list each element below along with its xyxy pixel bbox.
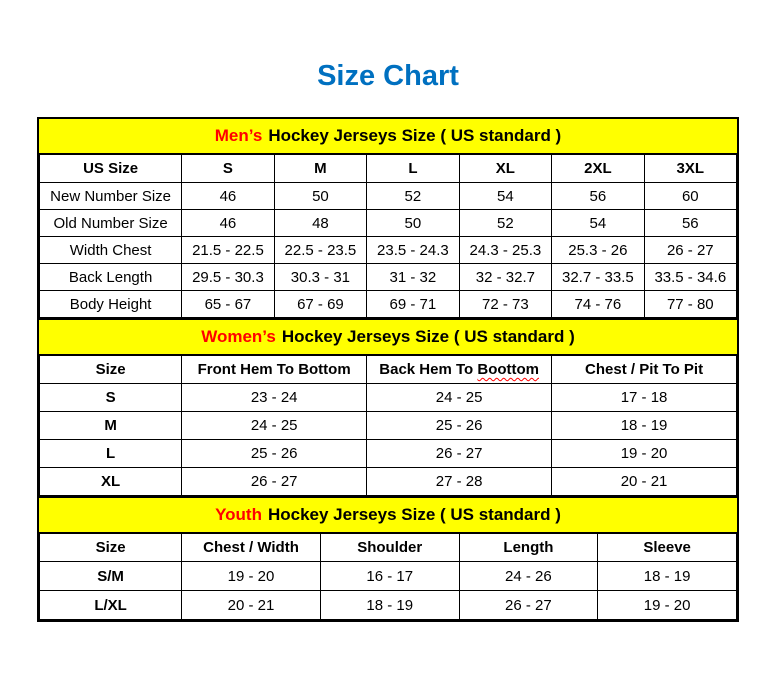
- mens-section-band: [39, 119, 737, 154]
- mens-cell: 77 - 80: [644, 291, 736, 318]
- youth-cell: 24 - 26: [459, 562, 598, 591]
- mens-cell: 72 - 73: [459, 291, 551, 318]
- mens-row-label: Body Height: [40, 291, 182, 318]
- mens-row-label: Width Chest: [40, 237, 182, 264]
- mens-cell: 52: [459, 210, 551, 237]
- womens-col-header: Front Hem To Bottom: [182, 356, 367, 384]
- mens-cell: 21.5 - 22.5: [182, 237, 274, 264]
- mens-cell: 56: [552, 183, 644, 210]
- size-chart-table-group: [37, 117, 739, 622]
- table-row: [40, 562, 737, 591]
- womens-cell: 27 - 28: [367, 468, 552, 496]
- mens-section: [39, 119, 737, 318]
- table-row: [40, 440, 737, 468]
- mens-col-header: 3XL: [644, 155, 736, 183]
- table-row: [40, 291, 737, 318]
- mens-cell: 60: [644, 183, 736, 210]
- mens-col-header: S: [182, 155, 274, 183]
- mens-cell: 32.7 - 33.5: [552, 264, 644, 291]
- mens-band-text: Hockey Jerseys Size ( US standard ): [268, 126, 562, 145]
- mens-cell: 54: [552, 210, 644, 237]
- womens-cell: 17 - 18: [552, 384, 737, 412]
- youth-cell: 18 - 19: [598, 562, 737, 591]
- table-row: [40, 412, 737, 440]
- womens-col-header: Chest / Pit To Pit: [552, 356, 737, 384]
- mens-cell: 54: [459, 183, 551, 210]
- youth-band-text: Hockey Jerseys Size ( US standard ): [267, 505, 561, 524]
- womens-section-band: [39, 318, 737, 355]
- womens-cell: 25 - 26: [367, 412, 552, 440]
- womens-col-header-back-hem: Back Hem To: [379, 361, 478, 378]
- mens-cell: 29.5 - 30.3: [182, 264, 274, 291]
- womens-cell: 26 - 27: [182, 468, 367, 496]
- womens-row-label: L: [40, 440, 182, 468]
- mens-col-header: US Size: [40, 155, 182, 183]
- page-title: Size Chart: [317, 60, 459, 92]
- youth-band-highlight: Youth: [215, 505, 262, 524]
- womens-row-label: S: [40, 384, 182, 412]
- youth-col-header: Size: [40, 534, 182, 562]
- mens-col-header: L: [367, 155, 459, 183]
- youth-section-band: [39, 496, 737, 533]
- mens-cell: 74 - 76: [552, 291, 644, 318]
- womens-col-header: Size: [40, 356, 182, 384]
- youth-header-row: [40, 534, 737, 562]
- table-row: [40, 210, 737, 237]
- mens-cell: 32 - 32.7: [459, 264, 551, 291]
- youth-cell: 18 - 19: [320, 591, 459, 620]
- mens-cell: 22.5 - 23.5: [274, 237, 366, 264]
- mens-cell: 31 - 32: [367, 264, 459, 291]
- misspelled-word: Boottom: [477, 361, 540, 378]
- table-row: [40, 384, 737, 412]
- mens-cell: 48: [274, 210, 366, 237]
- mens-col-header: M: [274, 155, 366, 183]
- mens-cell: 26 - 27: [644, 237, 736, 264]
- youth-col-header: Chest / Width: [182, 534, 321, 562]
- mens-cell: 50: [367, 210, 459, 237]
- mens-cell: 46: [182, 210, 274, 237]
- youth-col-header: Sleeve: [598, 534, 737, 562]
- youth-cell: 19 - 20: [182, 562, 321, 591]
- womens-cell: 19 - 20: [552, 440, 737, 468]
- womens-col-header: [367, 356, 552, 384]
- mens-cell: 67 - 69: [274, 291, 366, 318]
- womens-row-label: XL: [40, 468, 182, 496]
- mens-cell: 56: [644, 210, 736, 237]
- youth-section: [39, 496, 737, 620]
- womens-size-table: [39, 355, 737, 496]
- womens-cell: 20 - 21: [552, 468, 737, 496]
- mens-cell: 25.3 - 26: [552, 237, 644, 264]
- youth-size-table: [39, 533, 737, 620]
- mens-cell: 23.5 - 24.3: [367, 237, 459, 264]
- mens-cell: 33.5 - 34.6: [644, 264, 736, 291]
- youth-col-header: Shoulder: [320, 534, 459, 562]
- youth-row-label: S/M: [40, 562, 182, 591]
- youth-cell: 26 - 27: [459, 591, 598, 620]
- mens-cell: 24.3 - 25.3: [459, 237, 551, 264]
- womens-header-row: [40, 356, 737, 384]
- womens-cell: 24 - 25: [182, 412, 367, 440]
- mens-row-label: New Number Size: [40, 183, 182, 210]
- table-row: [40, 264, 737, 291]
- youth-cell: 20 - 21: [182, 591, 321, 620]
- mens-band-highlight: Men’s: [214, 126, 263, 145]
- mens-cell: 30.3 - 31: [274, 264, 366, 291]
- womens-band-text: Hockey Jerseys Size ( US standard ): [281, 327, 575, 346]
- mens-header-row: [40, 155, 737, 183]
- mens-row-label: Old Number Size: [40, 210, 182, 237]
- mens-col-header: XL: [459, 155, 551, 183]
- table-row: [40, 468, 737, 496]
- table-row: [40, 237, 737, 264]
- youth-col-header: Length: [459, 534, 598, 562]
- youth-cell: 16 - 17: [320, 562, 459, 591]
- mens-cell: 50: [274, 183, 366, 210]
- womens-section: [39, 318, 737, 496]
- mens-cell: 65 - 67: [182, 291, 274, 318]
- womens-cell: 26 - 27: [367, 440, 552, 468]
- mens-cell: 52: [367, 183, 459, 210]
- womens-cell: 18 - 19: [552, 412, 737, 440]
- mens-size-table: [39, 154, 737, 318]
- womens-row-label: M: [40, 412, 182, 440]
- table-row: [40, 183, 737, 210]
- womens-cell: 25 - 26: [182, 440, 367, 468]
- womens-band-highlight: Women’s: [201, 327, 276, 346]
- mens-col-header: 2XL: [552, 155, 644, 183]
- table-row: [40, 591, 737, 620]
- youth-row-label: L/XL: [40, 591, 182, 620]
- youth-cell: 19 - 20: [598, 591, 737, 620]
- womens-cell: 23 - 24: [182, 384, 367, 412]
- womens-cell: 24 - 25: [367, 384, 552, 412]
- mens-cell: 69 - 71: [367, 291, 459, 318]
- mens-cell: 46: [182, 183, 274, 210]
- mens-row-label: Back Length: [40, 264, 182, 291]
